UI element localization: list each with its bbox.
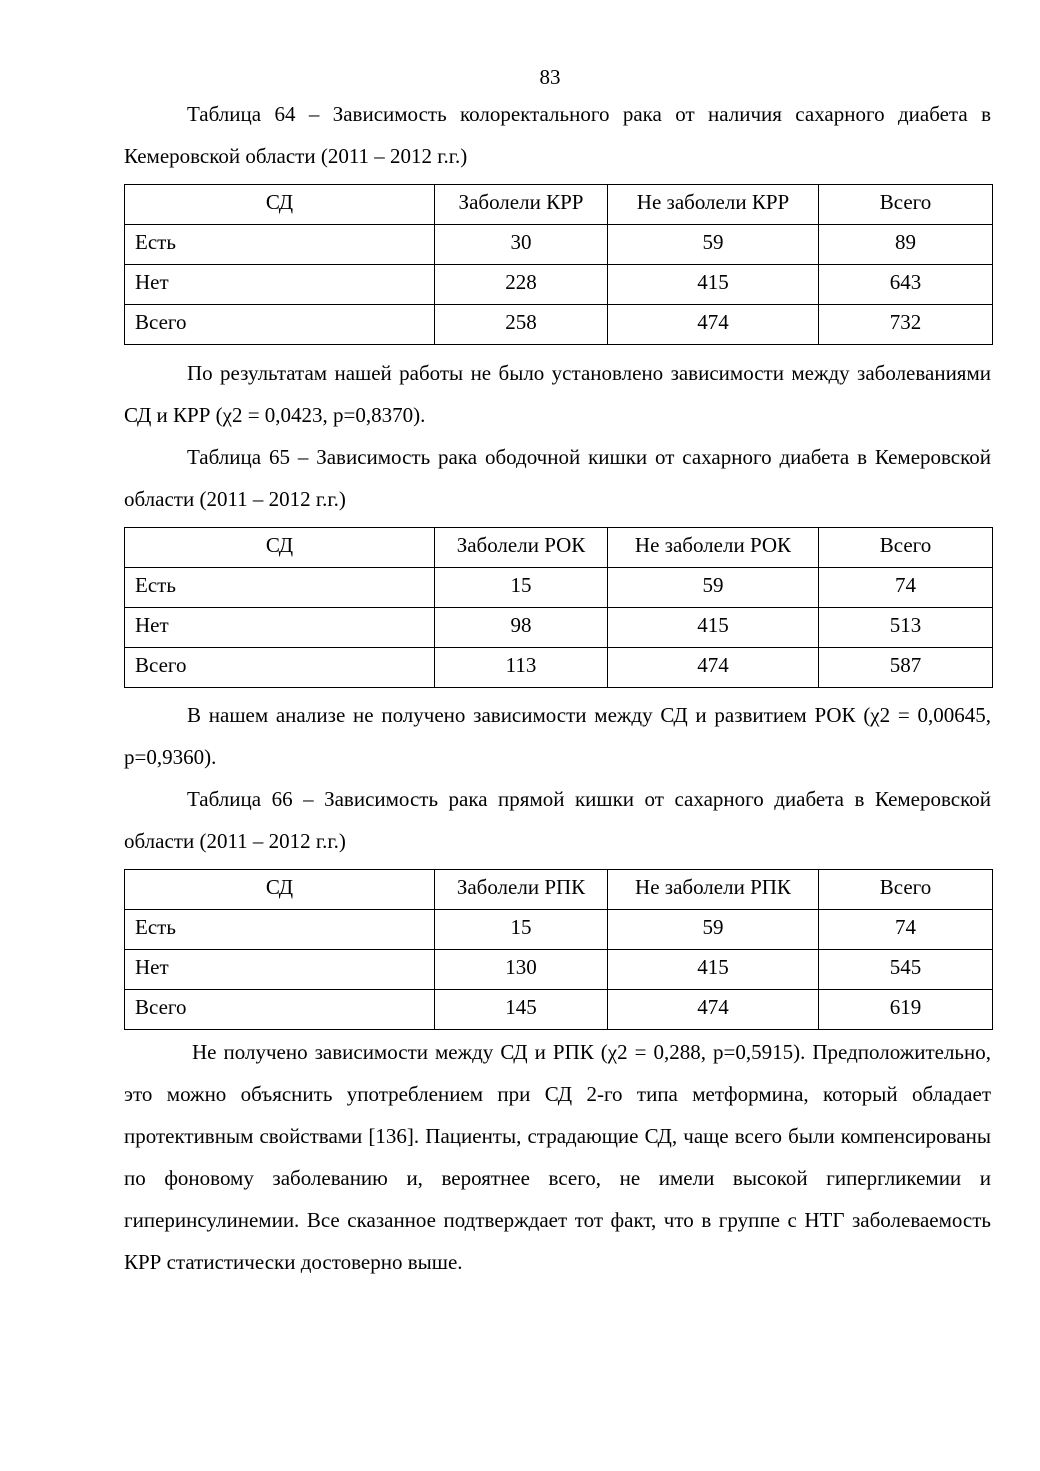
table-row xyxy=(125,608,993,648)
table-header-cell: Всего xyxy=(819,870,993,910)
table-cell: 732 xyxy=(819,305,993,345)
table-cell: Есть xyxy=(125,225,435,265)
table-cell: 113 xyxy=(435,648,608,688)
page-number: 83 xyxy=(539,65,561,89)
table-header-row xyxy=(125,185,993,225)
table-cell: Всего xyxy=(125,648,435,688)
table-cell: Нет xyxy=(125,608,435,648)
table-cell: 474 xyxy=(608,990,819,1030)
table-header-row xyxy=(125,870,993,910)
table-cell: 415 xyxy=(608,265,819,305)
data-table xyxy=(124,184,993,345)
table-cell: 59 xyxy=(608,568,819,608)
table-cell: 474 xyxy=(608,648,819,688)
table-cell: Есть xyxy=(125,568,435,608)
table-cell: 587 xyxy=(819,648,993,688)
table-cell: Есть xyxy=(125,910,435,950)
table-row xyxy=(125,990,993,1030)
table-cell: 89 xyxy=(819,225,993,265)
table-header-cell: Заболели КРР xyxy=(435,185,608,225)
table-cell: 130 xyxy=(435,950,608,990)
table-row xyxy=(125,305,993,345)
table-cell: 513 xyxy=(819,608,993,648)
table-caption: Таблица 66 – Зависимость рака прямой кишки от сахарного диабета в Кемеровской области (2011 – 2012 г.г.) xyxy=(124,787,991,853)
table-header-cell: Всего xyxy=(819,528,993,568)
table-header-cell: СД xyxy=(125,870,435,910)
table-cell: 258 xyxy=(435,305,608,345)
table-header-cell: Не заболели РПК xyxy=(608,870,819,910)
table-row xyxy=(125,265,993,305)
table-cell: 619 xyxy=(819,990,993,1030)
body-paragraph: Не получено зависимости между СД и РПК (χ2 = 0,288, p=0,5915). Предположительно, это можно объяснить употреблением при СД 2-го типа метформина, который обладает протективным свойствами [136]. Пациенты, страдающие СД, чаще всего были компенсированы по фоновому заболеванию и, вероятнее всего, не имели высокой гипергликемии и гиперинсулинемии. Все сказанное подтверждает тот факт, что в группе с НТГ заболеваемость КРР статистически достоверно выше. xyxy=(124,1040,991,1274)
table-row xyxy=(125,225,993,265)
table-cell: Нет xyxy=(125,265,435,305)
table-header-row xyxy=(125,528,993,568)
table-cell: 30 xyxy=(435,225,608,265)
data-table xyxy=(124,527,993,688)
table-cell: Всего xyxy=(125,305,435,345)
table-cell: 228 xyxy=(435,265,608,305)
table-header-cell: Не заболели КРР xyxy=(608,185,819,225)
table-caption: Таблица 65 – Зависимость рака ободочной кишки от сахарного диабета в Кемеровской области (2011 – 2012 г.г.) xyxy=(124,445,991,511)
table-cell: 643 xyxy=(819,265,993,305)
table-header-cell: СД xyxy=(125,185,435,225)
table-cell: 74 xyxy=(819,910,993,950)
table-cell: 474 xyxy=(608,305,819,345)
table-cell: 59 xyxy=(608,910,819,950)
table-row xyxy=(125,568,993,608)
table-cell: 415 xyxy=(608,608,819,648)
table-header-cell: Заболели РОК xyxy=(435,528,608,568)
table-header-cell: СД xyxy=(125,528,435,568)
table-cell: Нет xyxy=(125,950,435,990)
table-cell: 98 xyxy=(435,608,608,648)
table-cell: 74 xyxy=(819,568,993,608)
table-row xyxy=(125,950,993,990)
body-paragraph: По результатам нашей работы не было установлено зависимости между заболеваниями СД и КРР (χ2 = 0,0423, p=0,8370). xyxy=(124,361,991,427)
table-header-cell: Всего xyxy=(819,185,993,225)
data-table xyxy=(124,869,993,1030)
table-cell: 15 xyxy=(435,910,608,950)
table-cell: 15 xyxy=(435,568,608,608)
table-cell: 545 xyxy=(819,950,993,990)
table-cell: 145 xyxy=(435,990,608,1030)
table-cell: 415 xyxy=(608,950,819,990)
table-row xyxy=(125,648,993,688)
table-caption: Таблица 64 – Зависимость колоректального рака от наличия сахарного диабета в Кемеровской области (2011 – 2012 г.г.) xyxy=(124,102,991,168)
table-header-cell: Не заболели РОК xyxy=(608,528,819,568)
table-cell: 59 xyxy=(608,225,819,265)
table-cell: Всего xyxy=(125,990,435,1030)
table-header-cell: Заболели РПК xyxy=(435,870,608,910)
table-row xyxy=(125,910,993,950)
body-paragraph: В нашем анализе не получено зависимости между СД и развитием РОК (χ2 = 0,00645, p=0,9360). xyxy=(124,703,991,769)
